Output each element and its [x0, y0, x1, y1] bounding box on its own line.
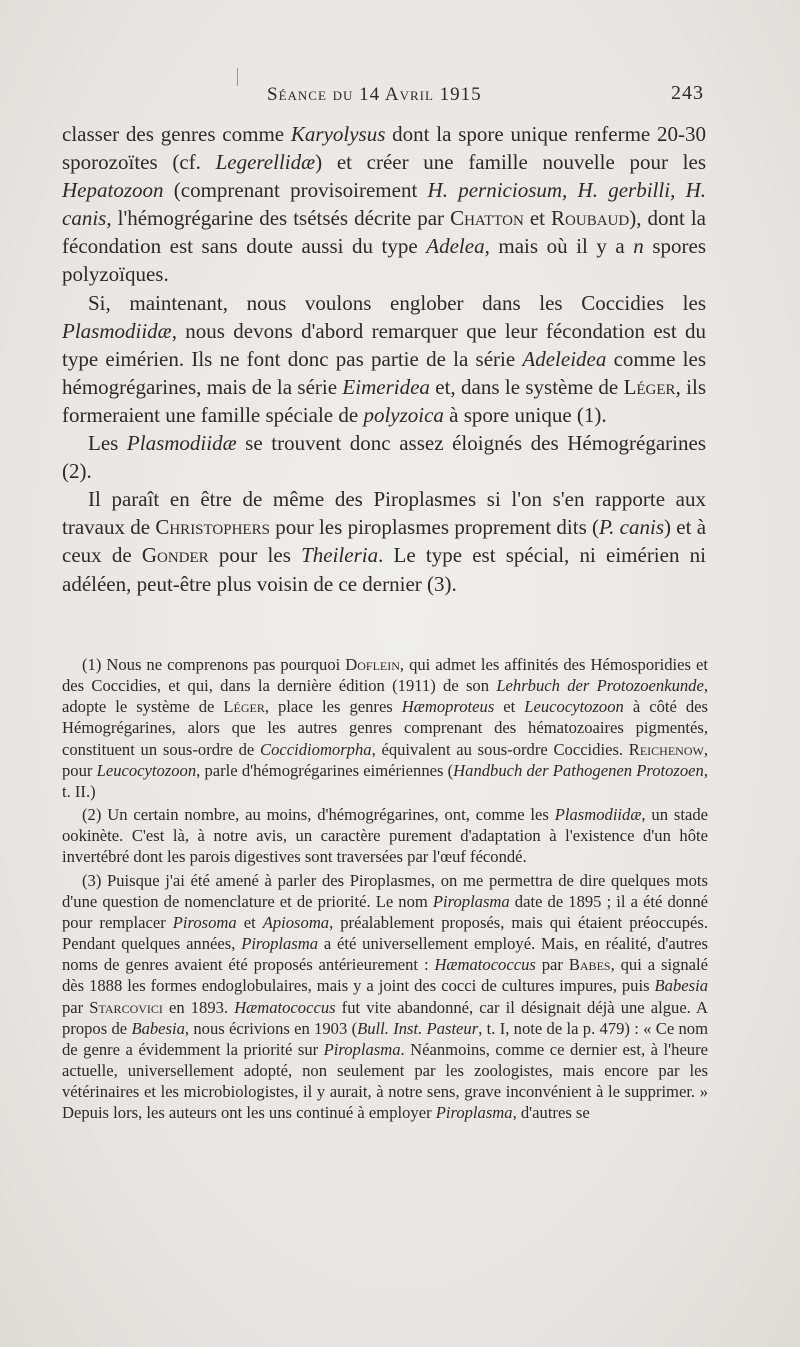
body-text — [62, 120, 706, 598]
running-title: Séance du 14 Avril 1915 — [267, 84, 482, 105]
paragraph-3: Les Plasmodiidæ se trouvent donc assez éloignés des Hémogrégarines (2). — [62, 431, 706, 484]
footnotes — [62, 654, 708, 1125]
paragraph-1: classer des genres comme Karyolysus dont la spore unique renferme 20-30 sporozoïtes (cf. Legerellidæ) et créer une famille nouvelle pour les Hepatozoon (comprenant provisoirement H. perniciosum, H. gerbilli, H. canis, l'hémogrégarine des tsétsés décrite par Chatton et Roubaud), dont la fécondation est sans doute aussi du type Adelea, mais où il y a n spores polyzoïques. — [62, 122, 707, 287]
page-number: 243 — [671, 82, 704, 104]
running-header — [62, 80, 704, 106]
paragraph-2: Si, maintenant, nous voulons englober dans les Coccidies les Plasmodiidæ, nous devons d'abord remarquer que leur fécondation est du type eimérien. Ils ne font donc pas partie de la série Adeleidea comme les hémogrégarines, mais de la série Eimeridea et, dans le système de Léger, ils formeraient une famille spéciale de polyzoica à spore unique (1). — [62, 290, 707, 427]
footnote-2: (2) Un certain nombre, au moins, d'hémogrégarines, ont, comme les Plasmodiidæ, un stade ookinète. C'est là, à notre avis, un caractère purement d'adaptation à l'existence d'un hôte invertébré dont les parois digestives sont traversées par l'œuf fécondé. — [62, 805, 708, 867]
footnote-1: (1) Nous ne comprenons pas pourquoi Doflein, qui admet les affinités des Hémosporidies et des Coccidies, et qui, dans la dernière édition (1911) de son Lehrbuch der Protozoenkunde, adopte le système de Léger, place les genres Hæmoproteus et Leucocytozoon à côté des Hémogrégarines, alors que les autres genres comprenant des hématozoaires pigmentés, constituent un sous-ordre de Coccidiomorpha, équivalent au sous-ordre Coccidies. Reichenow, pour Leucocytozoon, parle d'hémogrégarines eimériennes (Handbuch der Pathogenen Protozoen, t. II.) — [62, 655, 708, 801]
paragraph-4: Il paraît en être de même des Piroplasmes si l'on s'en rapporte aux travaux de Christophers pour les piroplasmes proprement dits (P. canis) et à ceux de Gonder pour les Theileria. Le type est spécial, ni eimérien ni adéléen, peut-être plus voisin de ce dernier (3). — [62, 487, 707, 596]
footnote-3: (3) Puisque j'ai été amené à parler des Piroplasmes, on me permettra de dire quelques mots d'une question de nomenclature et de priorité. Le nom Piroplasma date de 1895 ; il a été donné pour remplacer Pirosoma et Apiosoma, préalablement proposés, mais qui étaient préoccupés. Pendant quelques années, Piroplasma a été universellement employé. Mais, en réalité, d'autres noms de genres avaient été proposés antérieurement : Hæmatococcus par Babes, qui a signalé dès 1888 les formes endoglobulaires, mais y a joint des cocci de cultures impures, puis Babesia par Starcovici en 1893. Hæmatococcus fut vite abandonné, car il désignait déjà une algue. A propos de Babesia, nous écrivions en 1903 (Bull. Inst. Pasteur, t. I, note de la p. 479) : « Ce nom de genre a évidemment la priorité sur Piroplasma. Néanmoins, comme ce dernier est, à l'heure actuelle, universellement adopté, non seulement par les zoologistes, mais encore par les vétérinaires et les microbiologistes, il y aurait, à notre sens, grave inconvénient à le supprimer. » Depuis lors, les auteurs ont les uns continué à employer Piroplasma, d'autres se — [62, 870, 709, 1123]
